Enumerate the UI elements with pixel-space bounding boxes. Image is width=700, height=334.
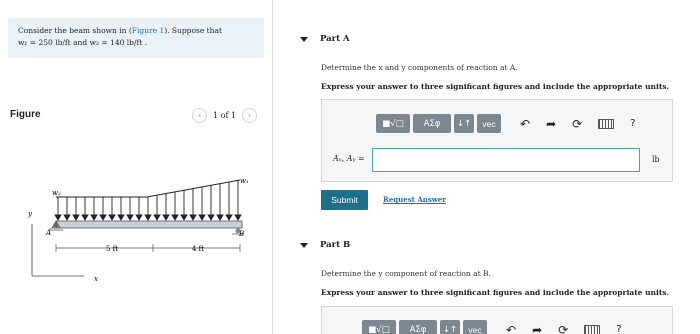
part-b-toolbar [362, 320, 622, 334]
answer-input[interactable] [372, 148, 640, 172]
answer-unit: lb [652, 155, 660, 164]
problem-statement [8, 18, 264, 58]
load-arrows [55, 181, 241, 221]
point-a-label: A [46, 229, 52, 237]
sub-superscript-button[interactable]: ↓↑ [454, 114, 474, 133]
chevron-left-icon[interactable]: ‹ [192, 108, 207, 123]
problem-line-1 [18, 25, 254, 37]
sub-superscript-button[interactable]: ↓↑ [440, 320, 460, 334]
caret-down-icon [300, 243, 308, 248]
greek-symbols-button[interactable]: AΣφ [399, 320, 437, 334]
problem-text-after: ). Suppose that [164, 26, 222, 35]
part-b-bold-instruction: Express your answer to three significant figures and include the appropriate units. [321, 288, 670, 297]
problem-line-2: w₁ = 250 lb/ft and w₂ = 140 lb/ft . [18, 38, 148, 47]
templates-button[interactable]: ■√□ [376, 114, 410, 133]
part-a-toolbar [376, 114, 636, 133]
w1-label: w₁ [240, 177, 249, 185]
redo-icon[interactable]: ➦ [532, 322, 543, 334]
figure-pager [192, 108, 257, 123]
undo-icon[interactable]: ↶ [506, 322, 517, 334]
chevron-right-icon[interactable]: › [242, 108, 257, 123]
greek-symbols-button[interactable]: AΣφ [413, 114, 451, 133]
figure-link[interactable]: Figure 1 [131, 26, 165, 35]
part-a-header[interactable] [300, 34, 350, 44]
point-b-label: B [239, 230, 245, 238]
dimension-5ft: 5 ft [106, 245, 119, 253]
undo-icon[interactable]: ↶ [520, 116, 531, 131]
reset-icon[interactable]: ⟳ [572, 116, 583, 131]
vector-button[interactable]: vec [463, 320, 487, 334]
w2-label: w₂ [52, 189, 61, 197]
help-button[interactable]: ? [616, 324, 622, 334]
redo-icon[interactable]: ➦ [546, 116, 557, 131]
y-axis-label: y [28, 210, 32, 218]
left-panel [0, 0, 272, 334]
part-a-title: Part A [320, 34, 350, 44]
part-a-instruction: Determine the x and y components of reaction at A. [321, 63, 518, 72]
part-b-header[interactable] [300, 240, 350, 250]
keyboard-icon[interactable] [584, 325, 600, 334]
keyboard-icon[interactable] [598, 119, 614, 129]
caret-down-icon [300, 37, 308, 42]
help-button[interactable]: ? [630, 118, 636, 129]
vector-button[interactable]: vec [477, 114, 501, 133]
figure-page-indicator: 1 of 1 [213, 111, 237, 120]
part-b-title: Part B [320, 240, 351, 250]
submit-button[interactable]: Submit [321, 190, 368, 210]
request-answer-link[interactable]: Request Answer [383, 195, 446, 204]
problem-text: Consider the beam shown in ( [18, 26, 132, 35]
part-a-bold-instruction: Express your answer to three significant figures and include the appropriate units. [321, 82, 670, 91]
beam-figure [22, 168, 267, 288]
beam [56, 221, 242, 228]
panel-divider [272, 0, 273, 334]
templates-button[interactable]: ■√□ [362, 320, 396, 334]
part-b-instruction: Determine the y component of reaction at B. [321, 269, 491, 278]
figure-heading: Figure [10, 109, 41, 120]
x-axis-label: x [94, 275, 98, 283]
dimension-4ft: 4 ft [192, 245, 205, 253]
answer-label: Aₓ, Aᵧ = [333, 154, 365, 163]
reset-icon[interactable]: ⟳ [558, 322, 569, 334]
